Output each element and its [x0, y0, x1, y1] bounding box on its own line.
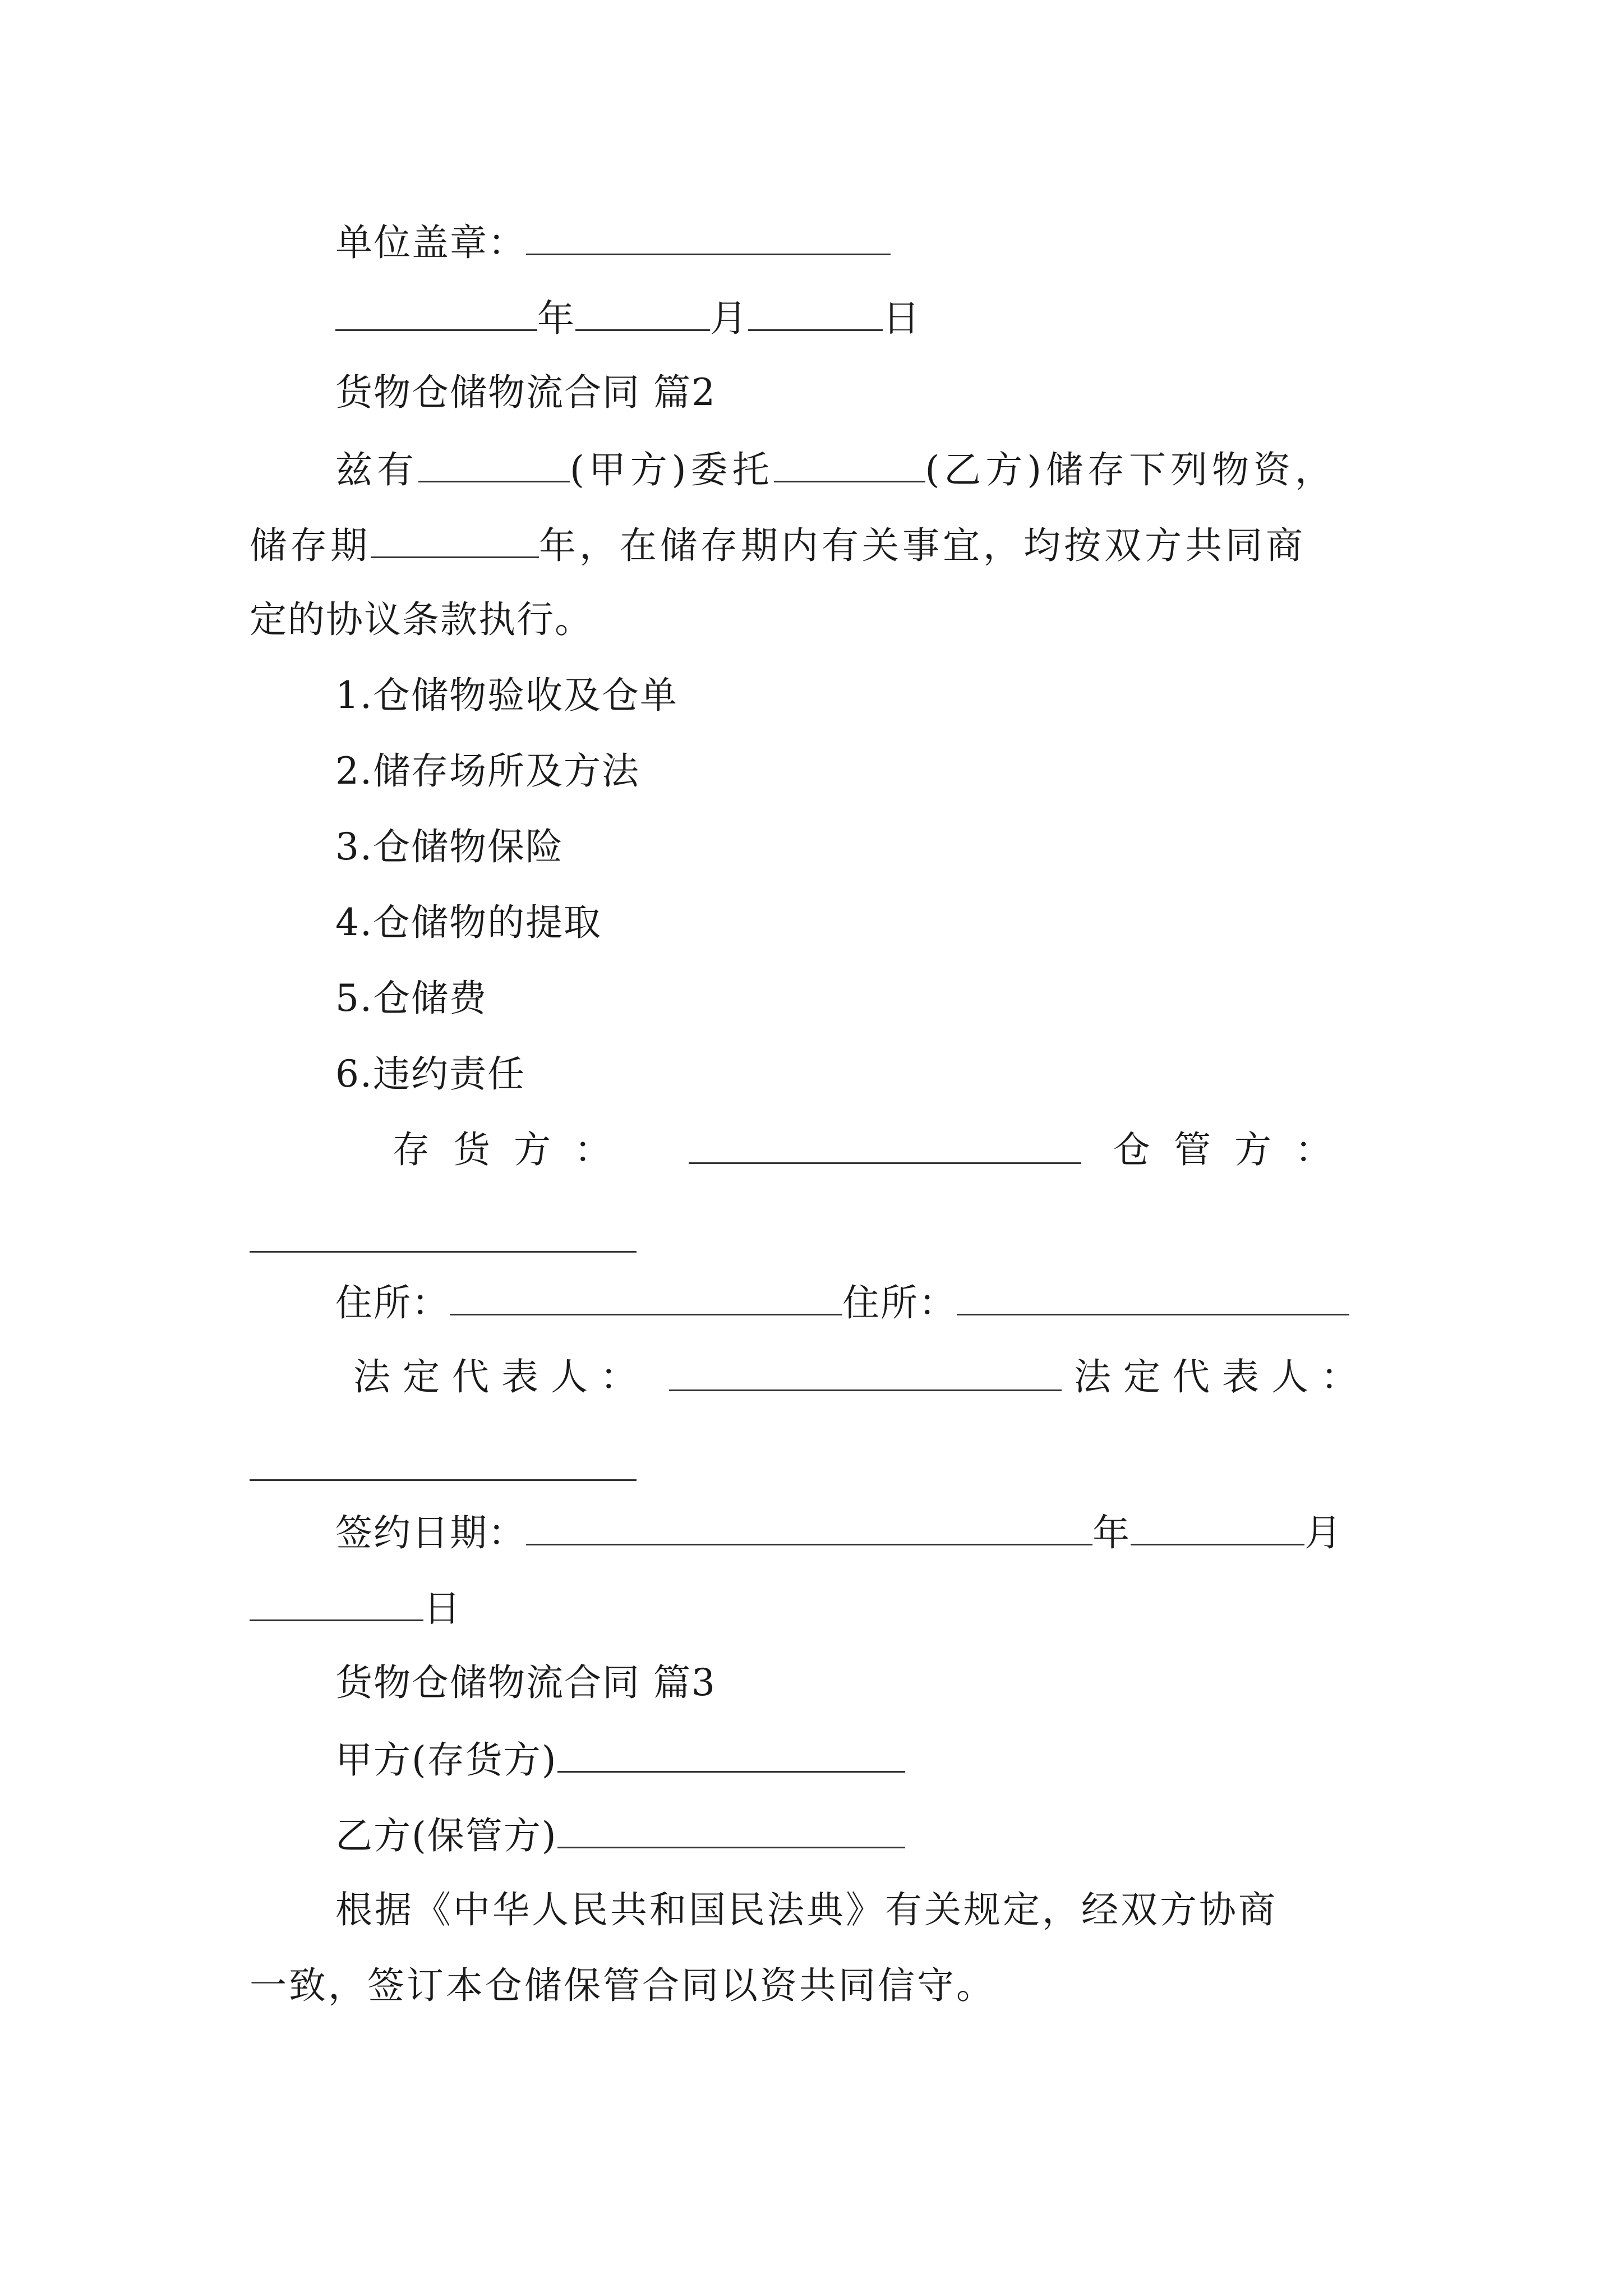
- item-1: 1.仓储物验收及仓单: [335, 674, 678, 717]
- party-b-blank[interactable]: [774, 446, 925, 482]
- section2-title: 货物仓储物流合同 篇2: [335, 371, 716, 414]
- sign-day-label: 日: [423, 1587, 462, 1630]
- legal-rep-line-b: [1074, 1355, 1370, 1400]
- depositor-label: 存货方：: [393, 1128, 635, 1171]
- storage-period-blank[interactable]: [371, 522, 539, 558]
- intro-line-2: [250, 522, 1306, 567]
- intro-line-2-text: 年，在储存期内有关事宜，均按双方共同商: [539, 524, 1306, 567]
- item-5: 5.仓储费: [335, 977, 487, 1020]
- party-a-name-blank[interactable]: [557, 1736, 905, 1773]
- intro-line-3: 定的协议条款执行。: [250, 598, 593, 641]
- sign-day-blank[interactable]: [250, 1585, 423, 1621]
- address-blank-b[interactable]: [957, 1279, 1349, 1315]
- sign-date-label: 签约日期：: [335, 1511, 526, 1554]
- keeper-label: 仓管方：: [1113, 1128, 1355, 1171]
- sign-day-line: [250, 1585, 462, 1630]
- month-blank[interactable]: [575, 295, 710, 331]
- seal-blank[interactable]: [526, 219, 891, 255]
- item-3: 3.仓储物保险: [335, 825, 564, 868]
- item-6: 6.违约责任: [335, 1052, 525, 1096]
- item-4: 4.仓储物的提取: [335, 901, 602, 944]
- party-a-line: [335, 1736, 905, 1781]
- address-label-b: 住所：: [842, 1281, 957, 1324]
- party-b-line: [335, 1812, 905, 1857]
- sign-month-blank[interactable]: [1131, 1509, 1304, 1545]
- sign-date-line: [335, 1509, 1343, 1554]
- keeper-line: [1113, 1128, 1355, 1172]
- item-2: 2.储存场所及方法: [335, 749, 640, 793]
- sign-month-label: 月: [1304, 1511, 1343, 1554]
- legal-rep-line-a: [353, 1355, 649, 1400]
- depositor-blank[interactable]: [689, 1128, 1081, 1164]
- address-line: [335, 1279, 1349, 1324]
- storage-period-label: 储存期: [250, 524, 371, 567]
- sign-date-blank[interactable]: [526, 1509, 1092, 1545]
- year-blank[interactable]: [335, 295, 537, 331]
- intro-start: 兹有: [335, 448, 418, 491]
- date-line-1: [335, 295, 921, 339]
- section3-para-line-1: 根据《中华人民共和国民法典》有关规定，经双方协商: [335, 1888, 1278, 1931]
- seal-label: 单位盖章：: [335, 221, 526, 264]
- seal-line: [335, 219, 891, 264]
- party-b-name-blank[interactable]: [557, 1812, 905, 1848]
- intro-party-a: (甲方)委托: [570, 448, 774, 491]
- intro-line-1: [335, 446, 1336, 491]
- sign-year-label: 年: [1092, 1511, 1131, 1554]
- day-label: 日: [883, 297, 921, 340]
- address-label-a: 住所：: [335, 1281, 450, 1324]
- month-label: 月: [710, 297, 748, 340]
- party-b-label: 乙方(保管方): [335, 1814, 557, 1857]
- party-a-blank[interactable]: [418, 446, 570, 482]
- legal-rep-label-a: 法定代表人：: [353, 1355, 649, 1398]
- keeper-blank[interactable]: [250, 1216, 637, 1253]
- legal-rep-blank-a[interactable]: [669, 1355, 1062, 1391]
- intro-party-b: (乙方)储存下列物资，: [925, 448, 1336, 491]
- legal-rep-label-b: 法定代表人：: [1074, 1355, 1370, 1398]
- address-blank-a[interactable]: [450, 1279, 842, 1315]
- section3-para-line-2: 一致，签订本仓储保管合同以资共同信守。: [250, 1964, 995, 2007]
- day-blank[interactable]: [748, 295, 883, 331]
- legal-rep-blank-b[interactable]: [250, 1444, 637, 1481]
- depositor-line: [393, 1128, 635, 1172]
- section3-title: 货物仓储物流合同 篇3: [335, 1661, 716, 1704]
- party-a-label: 甲方(存货方): [335, 1738, 557, 1782]
- year-label: 年: [537, 297, 575, 340]
